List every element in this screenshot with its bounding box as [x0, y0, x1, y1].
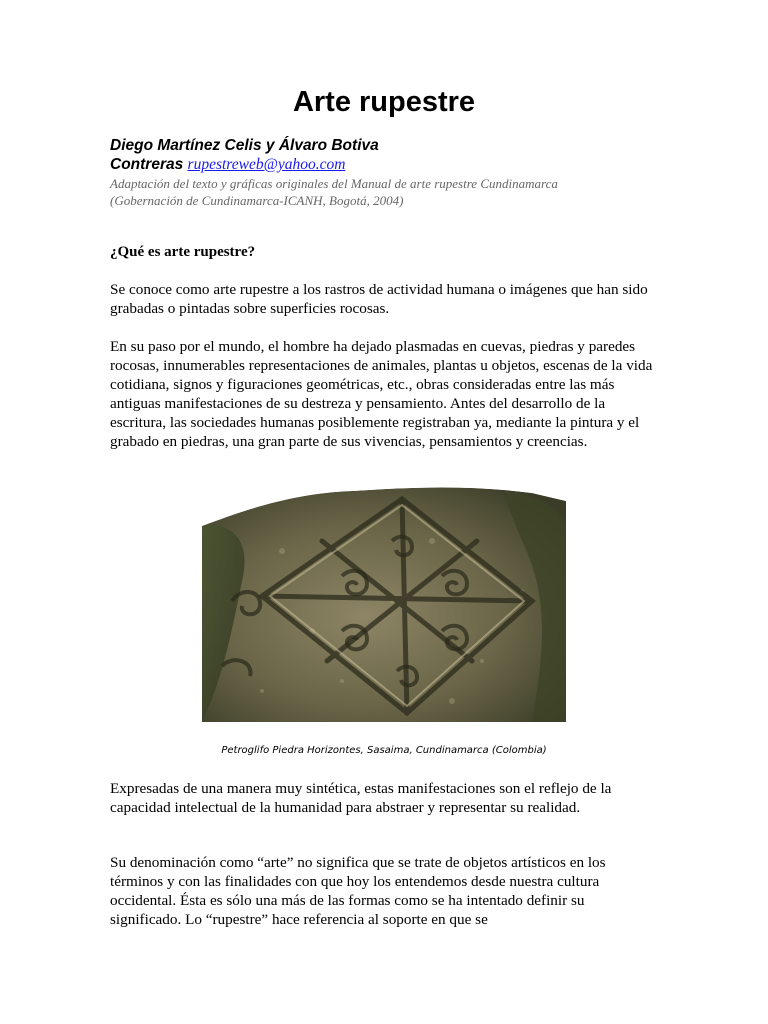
authors-line-2	[110, 155, 530, 174]
paragraph-3: Expresadas de una manera muy sintética, estas manifestaciones son el reflejo de la capacidad intelectual de la humanidad para abstraer y representar su realidad.	[110, 780, 612, 816]
paragraph-4: Su denominación como “arte” no significa que se trate de objetos artísticos en los términos y con las finalidades con que hoy los entendemos desde nuestra cultura occidental. Ésta es sólo una más de las formas como se ha intentado definir su significado. Lo “rupestre” hace referencia al soporte en que se	[110, 854, 606, 928]
authors-surname: Contreras	[110, 156, 184, 173]
section-heading: ¿Qué es arte rupestre?	[110, 244, 256, 260]
paragraph-1: Se conoce como arte rupestre a los rastros de actividad humana o imágenes que han sido grabadas o pintadas sobre superficies rocosas.	[110, 281, 648, 317]
authors-block	[110, 136, 530, 174]
petroglyph-photo	[202, 481, 566, 722]
adaptation-line-1: Adaptación del texto y gráficas originales del Manual de arte rupestre Cundinamarca	[110, 176, 558, 191]
author-email-link[interactable]: rupestreweb@yahoo.com	[187, 156, 346, 173]
petroglyph-rock-icon	[202, 481, 566, 722]
paragraph-2: En su paso por el mundo, el hombre ha dejado plasmadas en cuevas, piedras y paredes rocosas, innumerables representaciones de animales, plantas u objetos, escenas de la vida cotidiana, signos y figuraciones geométricas, etc., obras consideradas entre las más antiguas manifestaciones de su destreza y pensamiento. Antes del desarrollo de la escritura, las sociedades humanas posiblemente registraban ya, mediante la pintura y el grabado en piedras, una gran parte de sus vivencias, pensamientos y creencias.	[110, 338, 653, 450]
authors-line-1: Diego Martínez Celis y Álvaro Botiva	[110, 137, 379, 154]
photo-caption: Petroglifo Piedra Horizontes, Sasaima, Cundinamarca (Colombia)	[221, 745, 547, 756]
adaptation-note	[110, 175, 670, 209]
adaptation-line-2: (Gobernación de Cundinamarca-ICANH, Bogotá, 2004)	[110, 193, 404, 208]
page-title: Arte rupestre	[292, 86, 476, 118]
